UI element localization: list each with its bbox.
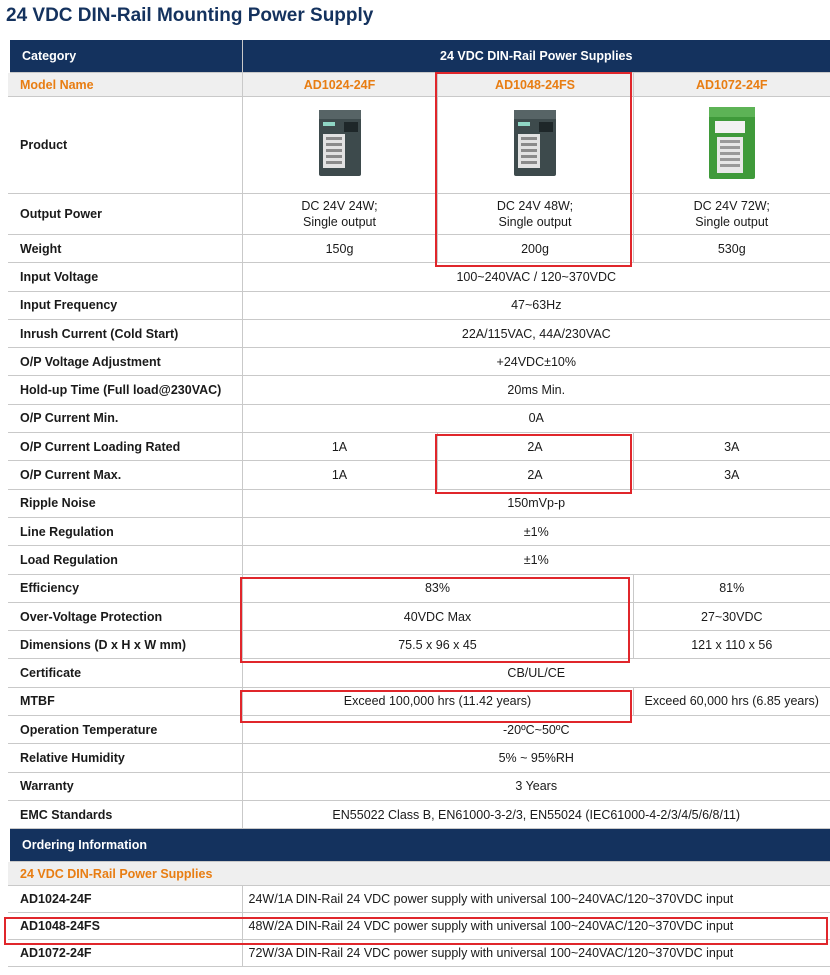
ordering-rows — [8, 886, 830, 967]
spec-value: 0A — [242, 404, 830, 432]
spec-label: Input Frequency — [8, 291, 242, 319]
output-power-cell — [242, 194, 437, 235]
spec-label: Over-Voltage Protection — [8, 602, 242, 630]
spec-label: Line Regulation — [8, 517, 242, 545]
ordering-model: AD1048-24FS — [8, 913, 242, 940]
output-power-line2: Single output — [303, 215, 376, 229]
ordering-row — [8, 913, 830, 940]
spec-row — [8, 404, 830, 432]
product-label: Product — [8, 97, 242, 194]
weight-cell: 150g — [242, 235, 437, 263]
output-power-line1: DC 24V 24W; — [301, 199, 378, 213]
spec-row — [8, 461, 830, 489]
ordering-row — [8, 940, 830, 967]
product-image-cell — [437, 97, 633, 194]
spec-value: Exceed 100,000 hrs (11.42 years) — [242, 687, 633, 715]
spec-label: EMC Standards — [8, 800, 242, 828]
spec-label: O/P Voltage Adjustment — [8, 348, 242, 376]
ordering-subtitle: 24 VDC DIN-Rail Power Supplies — [8, 862, 830, 886]
spec-rows — [8, 263, 830, 829]
spec-row — [8, 800, 830, 828]
spec-value: 150mVp-p — [242, 489, 830, 517]
spec-value: CB/UL/CE — [242, 659, 830, 687]
spec-value: 1A — [242, 461, 437, 489]
model-name-2: AD1048-24FS — [437, 73, 633, 97]
category-label: Category — [8, 40, 242, 73]
spec-value: 100~240VAC / 120~370VDC — [242, 263, 830, 291]
weight-row — [8, 235, 830, 263]
spec-value: 40VDC Max — [242, 602, 633, 630]
spec-table — [6, 40, 830, 967]
spec-value: 3 Years — [242, 772, 830, 800]
spec-row — [8, 348, 830, 376]
spec-value: 47~63Hz — [242, 291, 830, 319]
model-name-row — [8, 73, 830, 97]
product-image-cell — [633, 97, 830, 194]
category-header-row — [8, 40, 830, 73]
spec-row — [8, 319, 830, 347]
spec-label: O/P Current Loading Rated — [8, 433, 242, 461]
weight-cell: 530g — [633, 235, 830, 263]
page-title: 24 VDC DIN-Rail Mounting Power Supply — [6, 5, 374, 26]
spec-row — [8, 376, 830, 404]
spec-row — [8, 517, 830, 545]
output-power-line2: Single output — [498, 215, 572, 229]
dark-power-supply-icon — [317, 108, 363, 182]
output-power-cell — [437, 194, 633, 235]
model-name-3: AD1072-24F — [633, 73, 830, 97]
spec-value: -20ºC~50ºC — [242, 716, 830, 744]
spec-value: 20ms Min. — [242, 376, 830, 404]
spec-row — [8, 687, 830, 715]
spec-value: 81% — [633, 574, 830, 602]
spec-label: Hold-up Time (Full load@230VAC) — [8, 376, 242, 404]
output-power-line1: DC 24V 48W; — [496, 199, 574, 213]
category-value: 24 VDC DIN-Rail Power Supplies — [242, 40, 830, 73]
output-power-line1: DC 24V 72W; — [693, 199, 770, 213]
spec-label: O/P Current Max. — [8, 461, 242, 489]
spec-row — [8, 433, 830, 461]
spec-value: 2A — [437, 461, 633, 489]
spec-label: Load Regulation — [8, 546, 242, 574]
spec-row — [8, 263, 830, 291]
spec-value: 3A — [633, 433, 830, 461]
spec-label: Dimensions (D x H x W mm) — [8, 631, 242, 659]
spec-row — [8, 291, 830, 319]
ordering-model: AD1024-24F — [8, 886, 242, 913]
spec-label: Input Voltage — [8, 263, 242, 291]
ordering-description: 24W/1A DIN-Rail 24 VDC power supply with universal 100~240VAC/120~370VDC input — [242, 886, 830, 913]
spec-label: Ripple Noise — [8, 489, 242, 517]
model-name-label: Model Name — [8, 73, 242, 97]
spec-label: MTBF — [8, 687, 242, 715]
ordering-title: Ordering Information — [8, 829, 830, 862]
green-power-supply-icon — [707, 105, 757, 185]
spec-label: O/P Current Min. — [8, 404, 242, 432]
spec-value: 27~30VDC — [633, 602, 830, 630]
spec-value: Exceed 60,000 hrs (6.85 years) — [633, 687, 830, 715]
spec-label: Efficiency — [8, 574, 242, 602]
model-name-1: AD1024-24F — [242, 73, 437, 97]
output-power-row — [8, 194, 830, 235]
weight-label: Weight — [8, 235, 242, 263]
spec-value: ±1% — [242, 517, 830, 545]
spec-value: 121 x 110 x 56 — [633, 631, 830, 659]
output-power-line2: Single output — [695, 215, 769, 229]
spec-value: 75.5 x 96 x 45 — [242, 631, 633, 659]
spec-row — [8, 716, 830, 744]
ordering-description: 48W/2A DIN-Rail 24 VDC power supply with universal 100~240VAC/120~370VDC input — [242, 913, 830, 940]
spec-label: Certificate — [8, 659, 242, 687]
ordering-model: AD1072-24F — [8, 940, 242, 967]
spec-row — [8, 602, 830, 630]
ordering-description: 72W/3A DIN-Rail 24 VDC power supply with universal 100~240VAC/120~370VDC input — [242, 940, 830, 967]
weight-cell: 200g — [437, 235, 633, 263]
spec-row — [8, 489, 830, 517]
spec-row — [8, 546, 830, 574]
spec-label: Inrush Current (Cold Start) — [8, 319, 242, 347]
spec-value: 2A — [437, 433, 633, 461]
ordering-subtitle-row — [8, 862, 830, 886]
spec-value: ±1% — [242, 546, 830, 574]
spec-row — [8, 772, 830, 800]
spec-value: EN55022 Class B, EN61000-3-2/3, EN55024 (IEC61000-4-2/3/4/5/6/8/11) — [242, 800, 830, 828]
spec-row — [8, 744, 830, 772]
ordering-row — [8, 886, 830, 913]
product-row — [8, 97, 830, 194]
spec-value: 1A — [242, 433, 437, 461]
output-power-label: Output Power — [8, 194, 242, 235]
spec-label: Operation Temperature — [8, 716, 242, 744]
spec-value: 3A — [633, 461, 830, 489]
dark-power-supply-icon — [512, 108, 558, 182]
spec-value: +24VDC±10% — [242, 348, 830, 376]
spec-row — [8, 659, 830, 687]
spec-row — [8, 631, 830, 659]
spec-label: Warranty — [8, 772, 242, 800]
spec-value: 83% — [242, 574, 633, 602]
product-image-cell — [242, 97, 437, 194]
output-power-cell — [633, 194, 830, 235]
spec-row — [8, 574, 830, 602]
spec-value: 5% ~ 95%RH — [242, 744, 830, 772]
ordering-header-row — [8, 829, 830, 862]
spec-value: 22A/115VAC, 44A/230VAC — [242, 319, 830, 347]
spec-label: Relative Humidity — [8, 744, 242, 772]
